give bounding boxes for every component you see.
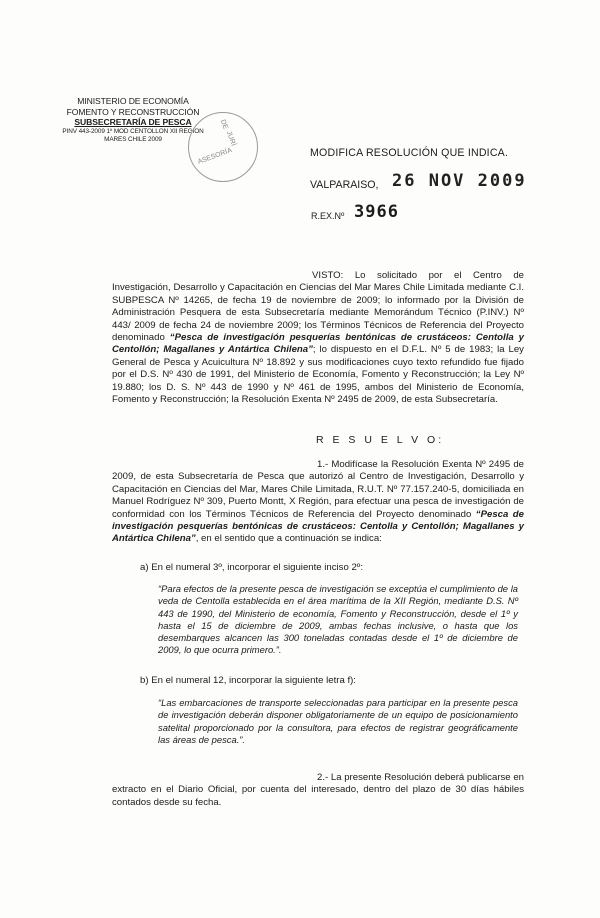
official-stamp-seal: DE JURÍ ASESORÍA [188,112,258,182]
article-2-paragraph: 2.- La presente Resolución deberá publicarse en extracto en el Diario Oficial, por cuenta del interesado, dentro del plazo de 30 días hábiles contados desde su fecha. [112,772,524,808]
document-title: MODIFICA RESOLUCIÓN QUE INDICA. [310,147,509,159]
date-stamp: 26 NOV 2009 [392,171,527,191]
article-1-paragraph: 1.- Modifícase la Resolución Exenta Nº 2495 de 2009, de esta Subsecretaría de Pesca que autorizó al Centro de Investigación, Desarrollo y Capacitación en Ciencias del Mar, Mares Chile Limitada, R.U.T. Nº 77.157.240-5, domiciliada en Manuel Rodríguez Nº 309, Puerto Montt, X Región, para efectuar una pesca de investigación de conformidad con los Términos Técnicos de Referencia del Proyecto denominado “Pesca de investigación pesquerías bentónicas de crustáceos: Centolla y Centollón; Magallanes y Antártica Chilena”, en el sentido que a continuación se indica: [112,459,525,545]
visto-label: VISTO: [312,270,344,281]
item-a-quote: “Para efectos de la presente pesca de investigación se exceptúa el cumplimiento de la veda de Centolla establecida en el área marítima de la XII Región, mediante D.S. Nº 443 de 1990, del Ministerio de economía, Fomento y Reconstrucción, desde el 1º y hasta el 15 de diciembre de 2009, ambas fechas inclusive, o hasta que los desembarques alcancen las 300 toneladas contadas desde el 1º de diciembre de 2009, lo que ocurra primero.”. [158,583,518,656]
header-line-4: PINV 443-2009 1º MOD CENTOLLON XII REGION [62,127,204,135]
header-line-1: MINISTERIO DE ECONOMÍA [77,96,189,106]
place-label: VALPARAISO, [310,179,379,191]
item-b-quote: “Las embarcaciones de transporte seleccionadas para participar en la presente pesca de investigación deberán disponer obligatoriamente de un equipo de posicionamiento satelital proporcionado por la consultora, para efectos de registrar geográficamente las áreas de pesca.”. [158,697,518,745]
resolution-number: 3966 [354,202,399,222]
resuelvo-heading: R E S U E L V O: [316,434,445,446]
header-line-5: MARES CHILE 2009 [104,135,162,143]
resolution-number-label: R.EX.Nº [311,211,345,221]
header-line-3: SUBSECRETARÍA DE PESCA [74,117,192,127]
visto-paragraph: VISTO: Lo solicitado por el Centro de Investigación, Desarrollo y Capacitación en Ciencias del Mar Mares Chile Limitada mediante C.I. SUBPESCA Nº 14265, de fecha 19 de noviembre de 2009; lo informado por la División de Administración Pesquera de esta Subsecretaría mediante Memorándum Técnico (P.INV.) Nº 443/ 2009 de fecha 24 de noviembre 2009; los Términos Técnicos de Referencia del Proyecto denominado “Pesca de investigación pesquerías bentónicas de crustáceos: Centolla y Centollón; Magallanes y Antártica Chilena”; lo dispuesto en el D.F.L. Nº 5 de 1983; la Ley General de Pesca y Acuicultura Nº 18.892 y sus modificaciones cuyo texto refundido fue fijado por el D.S. Nº 430 de 1991, del Ministerio de Economía, Fomento y Reconstrucción; la Ley Nº 19.880; los D. S. Nº 443 de 1990 y Nº 461 de 1995, ambos del Ministerio de Economía, Fomento y Reconstrucción; la Resolución Exenta Nº 2495 de 2009, de esta Subsecretaría. [112,270,525,406]
item-a-intro: a) En el numeral 3º, incorporar el siguiente inciso 2º: [140,562,363,573]
item-b-intro: b) En el numeral 12, incorporar la siguiente letra f): [140,675,356,686]
header-line-2: FOMENTO Y RECONSTRUCCIÓN [66,106,200,117]
ministry-header [58,96,208,144]
